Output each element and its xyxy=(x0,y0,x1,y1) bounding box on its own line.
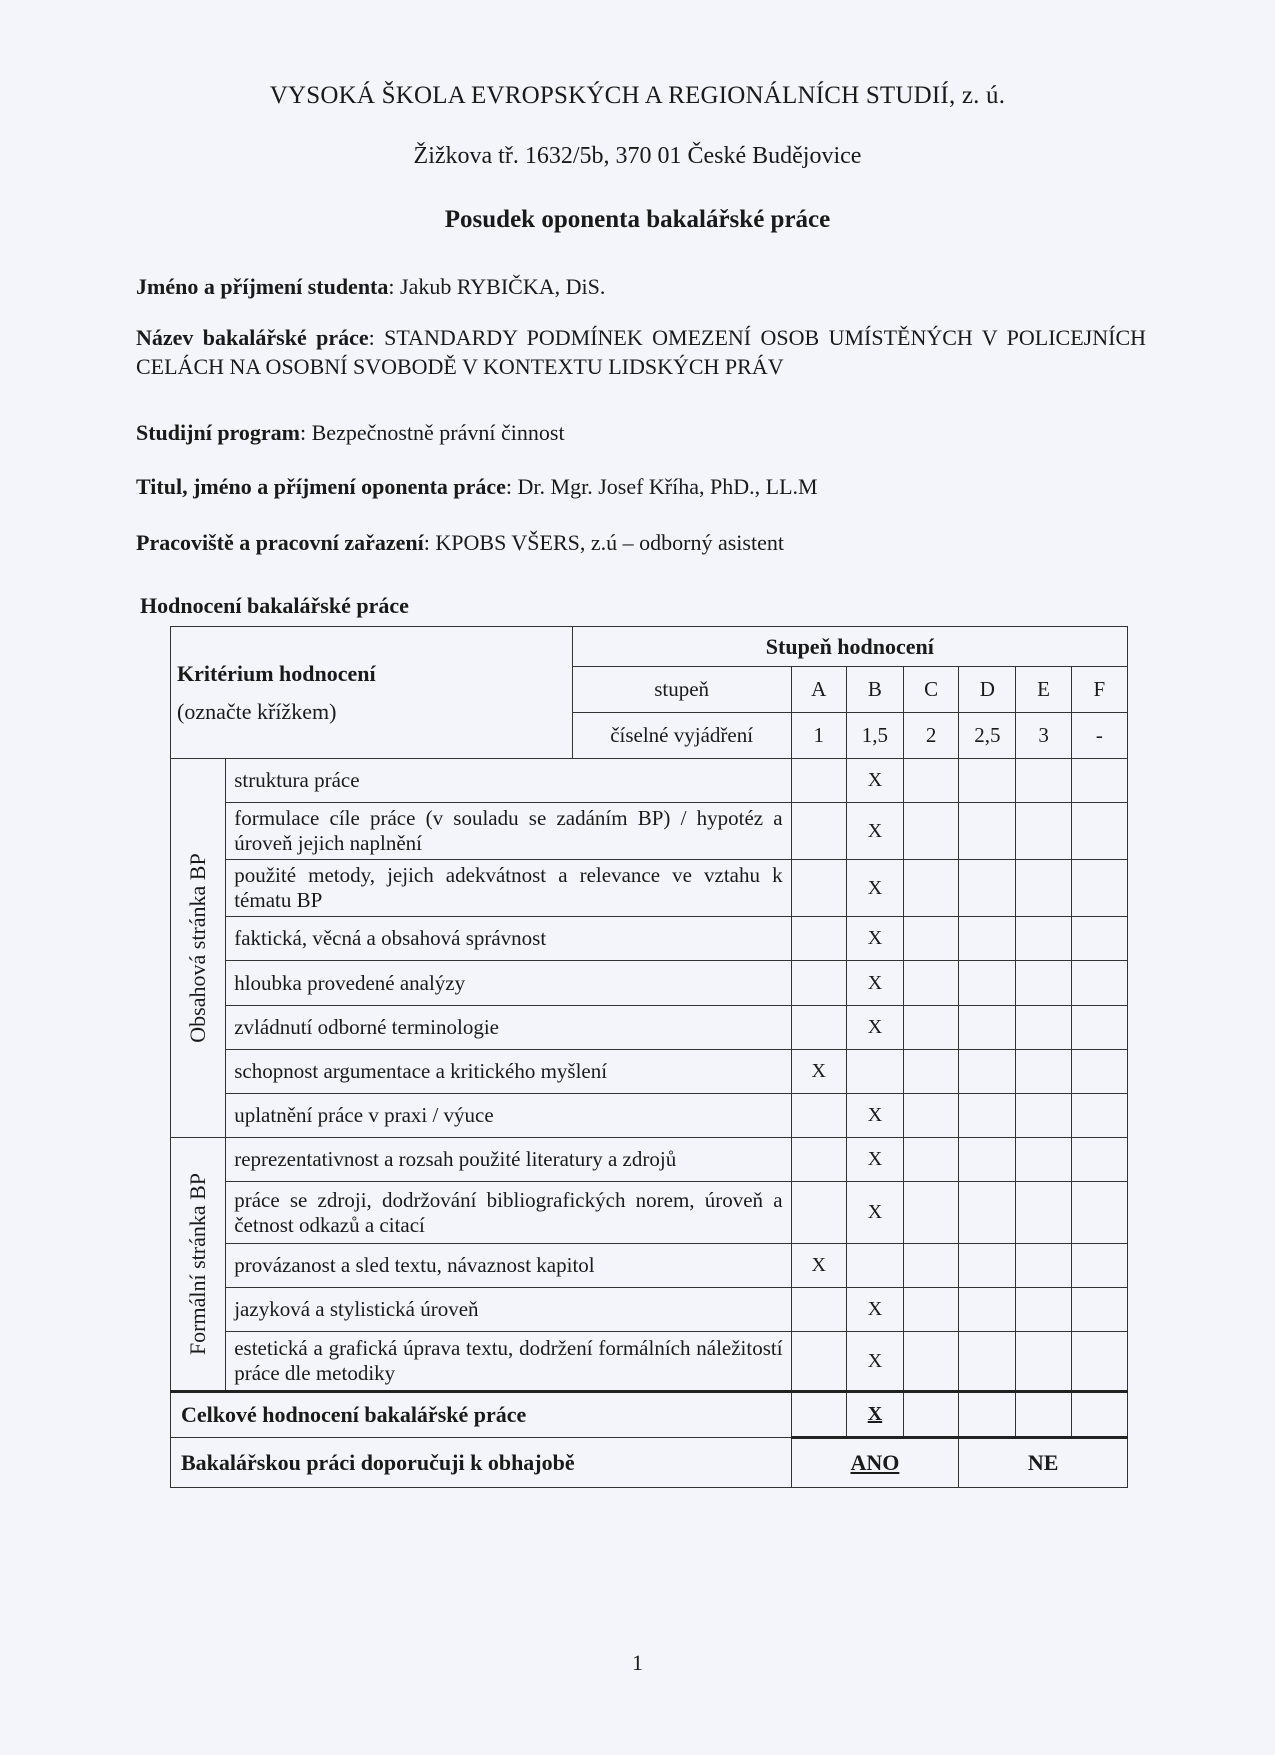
grade-mark-cell xyxy=(959,1050,1016,1094)
content-group-label: Obsahová stránka BP xyxy=(185,853,211,1043)
numeric-E: 3 xyxy=(1016,713,1071,759)
grade-D: D xyxy=(959,667,1016,713)
grade-mark-cell xyxy=(959,803,1016,860)
thesis-field xyxy=(136,323,1146,381)
grade-mark-cell xyxy=(1071,1094,1127,1138)
grade-mark-cell: X xyxy=(846,860,903,917)
grade-mark-cell: X xyxy=(846,961,903,1006)
content-group-cell xyxy=(171,759,226,1138)
content-row xyxy=(171,961,1128,1006)
grade-mark-cell xyxy=(1071,1332,1127,1392)
thesis-value: : STANDARDY PODMÍNEK OMEZENÍ OSOB UMÍSTĚNÝCH V POLICEJNÍCH CELÁCH NA OSOBNÍ SVOBODĚ V KONTEXTU LIDSKÝCH PRÁV xyxy=(136,325,1147,379)
opponent-field xyxy=(136,472,1146,501)
content-row xyxy=(171,1006,1128,1050)
grade-mark-cell xyxy=(904,759,959,803)
thesis-label: Název bakalářské práce xyxy=(136,325,369,350)
grade-mark-cell xyxy=(1071,1182,1127,1244)
grade-mark-cell xyxy=(1016,917,1071,961)
criterion-label: faktická, věcná a obsahová správnost xyxy=(226,917,791,961)
overall-mark-cell xyxy=(959,1392,1016,1438)
grade-mark-cell xyxy=(1071,1050,1127,1094)
overall-mark-cell xyxy=(791,1392,846,1438)
grade-mark-cell xyxy=(904,1332,959,1392)
grade-mark-cell xyxy=(791,1094,846,1138)
content-row xyxy=(171,860,1128,917)
overall-mark-cell xyxy=(904,1392,959,1438)
grade-mark-cell xyxy=(904,1288,959,1332)
grade-mark-cell xyxy=(1016,1332,1071,1392)
grade-mark-cell xyxy=(1016,803,1071,860)
grade-mark-cell xyxy=(959,1138,1016,1182)
formal-group-label: Formální stránka BP xyxy=(185,1172,211,1356)
page-number: 1 xyxy=(632,1650,643,1675)
criterion-label: provázanost a sled textu, návaznost kapitol xyxy=(226,1244,791,1288)
grade-mark-cell xyxy=(959,1006,1016,1050)
recommend-no: NE xyxy=(959,1438,1128,1488)
grade-mark-cell xyxy=(846,1244,903,1288)
grade-mark-cell xyxy=(904,803,959,860)
grade-mark-cell: X xyxy=(846,917,903,961)
grade-mark-cell xyxy=(791,1006,846,1050)
opponent-label: Titul, jméno a příjmení oponenta práce xyxy=(136,474,506,499)
opponent-value: : Dr. Mgr. Josef Kříha, PhD., LL.M xyxy=(505,474,818,499)
grade-mark-cell xyxy=(904,1050,959,1094)
content-row xyxy=(171,1094,1128,1138)
grade-mark-cell: X xyxy=(846,1288,903,1332)
criterion-label: zvládnutí odborné terminologie xyxy=(226,1006,791,1050)
grade-mark-cell xyxy=(1016,1094,1071,1138)
grade-mark-cell: X xyxy=(846,759,903,803)
criterion-label: práce se zdroji, dodržování bibliografických norem, úroveň a četnost odkazů a citací xyxy=(226,1182,791,1244)
overall-mark-cell xyxy=(1071,1392,1127,1438)
grade-mark-cell: X xyxy=(846,1138,903,1182)
criterion-label: reprezentativnost a rozsah použité literatury a zdrojů xyxy=(226,1138,791,1182)
grade-C: C xyxy=(904,667,959,713)
grade-B: B xyxy=(846,667,903,713)
grade-mark-cell xyxy=(959,1288,1016,1332)
grade-mark-cell: X xyxy=(846,1332,903,1392)
institution-name: VYSOKÁ ŠKOLA EVROPSKÝCH A REGIONÁLNÍCH STUDIÍ, z. ú. xyxy=(269,82,1006,109)
grade-mark-cell xyxy=(791,917,846,961)
grade-mark-cell xyxy=(959,1182,1016,1244)
grade-mark-cell xyxy=(904,1006,959,1050)
criterion-label: estetická a grafická úprava textu, dodržení formálních náležitostí práce dle metodiky xyxy=(226,1332,791,1392)
grade-mark-cell xyxy=(904,1094,959,1138)
grade-mark-cell xyxy=(791,860,846,917)
grade-F: F xyxy=(1071,667,1127,713)
recommend-yes: ANO xyxy=(791,1438,959,1488)
grade-mark-cell xyxy=(1071,1006,1127,1050)
program-field xyxy=(136,418,1146,447)
criterion-label: použité metody, jejich adekvátnost a relevance ve vztahu k tématu BP xyxy=(226,860,791,917)
grade-mark-cell xyxy=(904,1244,959,1288)
formal-row xyxy=(171,1332,1128,1392)
formal-row xyxy=(171,1288,1128,1332)
grade-mark-cell xyxy=(791,1288,846,1332)
recommend-label: Bakalářskou práci doporučuji k obhajobě xyxy=(171,1438,792,1488)
content-row xyxy=(171,803,1128,860)
criterion-label: uplatnění práce v praxi / výuce xyxy=(226,1094,791,1138)
numeric-row-label: číselné vyjádření xyxy=(572,713,791,759)
grade-mark-cell: X xyxy=(846,1182,903,1244)
numeric-C: 2 xyxy=(904,713,959,759)
overall-mark-cell xyxy=(1016,1392,1071,1438)
grade-mark-cell xyxy=(1016,961,1071,1006)
grade-mark-cell xyxy=(904,961,959,1006)
numeric-A: 1 xyxy=(791,713,846,759)
evaluation-section-title: Hodnocení bakalářské práce xyxy=(140,593,409,618)
grade-E: E xyxy=(1016,667,1071,713)
recommend-row xyxy=(171,1438,1128,1488)
document-title: Posudek oponenta bakalářské práce xyxy=(444,206,831,233)
student-label: Jméno a příjmení studenta xyxy=(136,274,389,299)
content-row xyxy=(171,917,1128,961)
formal-group-cell xyxy=(171,1138,226,1392)
criterion-label: formulace cíle práce (v souladu se zadáním BP) / hypotéz a úroveň jejich naplnění xyxy=(226,803,791,860)
numeric-F: - xyxy=(1071,713,1127,759)
grade-mark-cell xyxy=(959,1244,1016,1288)
grade-mark-cell xyxy=(1016,1244,1071,1288)
grade-mark-cell: X xyxy=(791,1244,846,1288)
grade-mark-cell: X xyxy=(846,1094,903,1138)
formal-row xyxy=(171,1244,1128,1288)
criterion-label: schopnost argumentace a kritického myšlení xyxy=(226,1050,791,1094)
criterion-label: struktura práce xyxy=(226,759,791,803)
grade-mark-cell xyxy=(959,759,1016,803)
grade-mark-cell: X xyxy=(846,1006,903,1050)
overall-row xyxy=(171,1392,1128,1438)
grade-mark-cell xyxy=(904,860,959,917)
grade-mark-cell xyxy=(1071,860,1127,917)
numeric-D: 2,5 xyxy=(959,713,1016,759)
overall-mark-cell: X xyxy=(846,1392,903,1438)
workplace-field xyxy=(136,528,1146,557)
overall-label: Celkové hodnocení bakalářské práce xyxy=(171,1392,792,1438)
program-value: : Bezpečnostně právní činnost xyxy=(300,420,565,445)
workplace-value: : KPOBS VŠERS, z.ú – odborný asistent xyxy=(423,530,784,555)
grade-mark-cell xyxy=(1016,759,1071,803)
student-field xyxy=(136,272,1146,301)
grade-mark-cell xyxy=(1016,1050,1071,1094)
grade-mark-cell xyxy=(1071,803,1127,860)
grade-mark-cell xyxy=(1071,1288,1127,1332)
institution-address: Žižkova tř. 1632/5b, 370 01 České Budějovice xyxy=(413,143,862,169)
grade-mark-cell xyxy=(791,1138,846,1182)
evaluation-table xyxy=(170,626,1128,1488)
formal-row xyxy=(171,1182,1128,1244)
grade-mark-cell xyxy=(1016,1182,1071,1244)
grade-mark-cell xyxy=(791,1332,846,1392)
program-label: Studijní program xyxy=(136,420,301,445)
grade-mark-cell xyxy=(1071,759,1127,803)
grade-mark-cell xyxy=(1016,1288,1071,1332)
grade-mark-cell xyxy=(959,1094,1016,1138)
criterion-header-cell xyxy=(171,627,573,759)
numeric-B: 1,5 xyxy=(846,713,903,759)
grade-mark-cell: X xyxy=(846,803,903,860)
grade-mark-cell xyxy=(1071,1138,1127,1182)
content-row xyxy=(171,1050,1128,1094)
workplace-label: Pracoviště a pracovní zařazení xyxy=(136,530,424,555)
grade-mark-cell xyxy=(1071,961,1127,1006)
grade-mark-cell xyxy=(791,961,846,1006)
criterion-label: jazyková a stylistická úroveň xyxy=(226,1288,791,1332)
grade-mark-cell xyxy=(1071,1244,1127,1288)
formal-row xyxy=(171,1138,1128,1182)
criterion-label: hloubka provedené analýzy xyxy=(226,961,791,1006)
student-value: : Jakub RYBIČKA, DiS. xyxy=(388,274,606,299)
grade-mark-cell xyxy=(959,1332,1016,1392)
grade-mark-cell xyxy=(791,803,846,860)
grade-mark-cell xyxy=(959,860,1016,917)
grade-mark-cell xyxy=(904,1138,959,1182)
grade-A: A xyxy=(791,667,846,713)
grade-row-label: stupeň xyxy=(572,667,791,713)
grade-mark-cell xyxy=(959,917,1016,961)
grade-mark-cell xyxy=(1071,917,1127,961)
grade-mark-cell: X xyxy=(791,1050,846,1094)
grade-header: Stupeň hodnocení xyxy=(572,627,1127,667)
grade-mark-cell xyxy=(904,917,959,961)
content-row xyxy=(171,759,1128,803)
grade-mark-cell xyxy=(791,759,846,803)
grade-mark-cell xyxy=(1016,1006,1071,1050)
grade-mark-cell xyxy=(1016,1138,1071,1182)
grade-mark-cell xyxy=(791,1182,846,1244)
grade-mark-cell xyxy=(1016,860,1071,917)
criterion-header: Kritérium hodnocení xyxy=(177,660,376,686)
grade-mark-cell xyxy=(846,1050,903,1094)
criterion-note: (označte křížkem) xyxy=(177,698,337,724)
grade-mark-cell xyxy=(904,1182,959,1244)
grade-mark-cell xyxy=(959,961,1016,1006)
